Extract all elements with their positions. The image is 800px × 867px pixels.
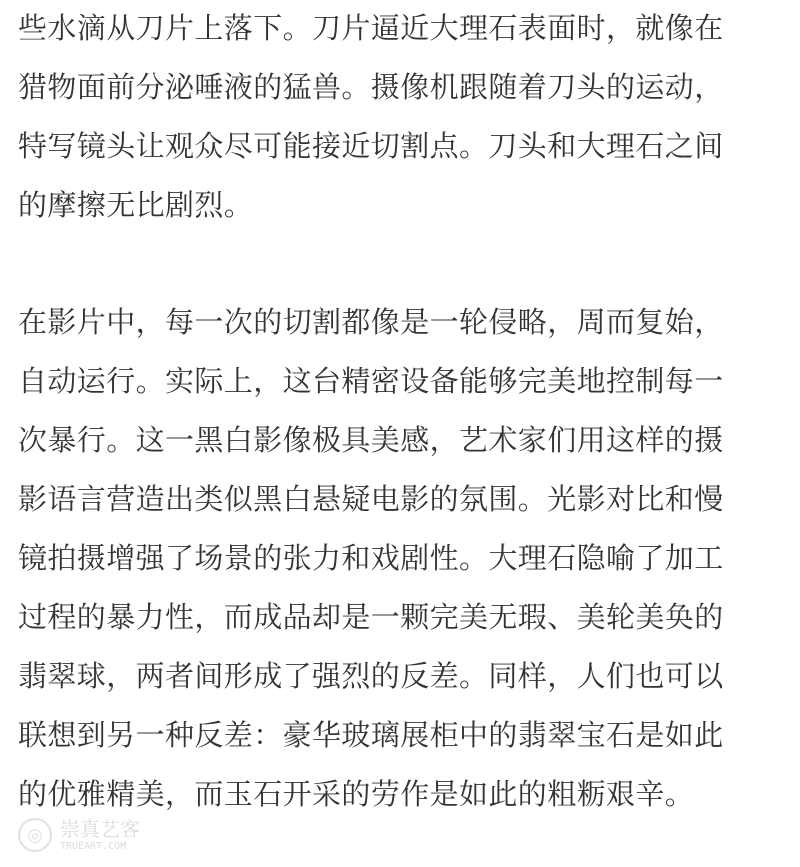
circle-logo-icon: ◎ <box>18 818 52 852</box>
text-line: 影语言营造出类似黑白悬疑电影的氛围。光影对比和慢 <box>18 482 724 516</box>
watermark-text <box>60 816 140 852</box>
text-line: 些水滴从刀片上落下。刀片逼近大理石表面时，就像在 <box>18 11 724 45</box>
text-line: 在影片中，每一次的切割都像是一轮侵略，周而复始， <box>18 305 724 339</box>
text-line: 镜拍摄增强了场景的张力和戏剧性。大理石隐喻了加工 <box>18 541 724 575</box>
watermark <box>18 818 140 852</box>
text-line: 的摩擦无比剧烈。 <box>18 188 254 222</box>
watermark-name: 崇真艺客 <box>60 816 140 841</box>
text-line: 过程的暴力性，而成品却是一颗完美无瑕、美轮美奂的 <box>18 600 724 634</box>
text-line: 自动运行。实际上，这台精密设备能够完美地控制每一 <box>18 364 724 398</box>
text-line: 猎物面前分泌唾液的猛兽。摄像机跟随着刀头的运动， <box>18 70 724 104</box>
text-line: 特写镜头让观众尽可能接近切割点。刀头和大理石之间 <box>18 129 724 163</box>
watermark-site: TRUEART.COM <box>60 840 127 852</box>
text-line: 的优雅精美，而玉石开采的劳作是如此的粗粝艰辛。 <box>18 777 695 811</box>
text-line: 次暴行。这一黑白影像极具美感，艺术家们用这样的摄 <box>18 423 724 457</box>
text-line: 联想到另一种反差：豪华玻璃展柜中的翡翠宝石是如此 <box>18 718 724 752</box>
text-line: 翡翠球，两者间形成了强烈的反差。同样，人们也可以 <box>18 659 724 693</box>
